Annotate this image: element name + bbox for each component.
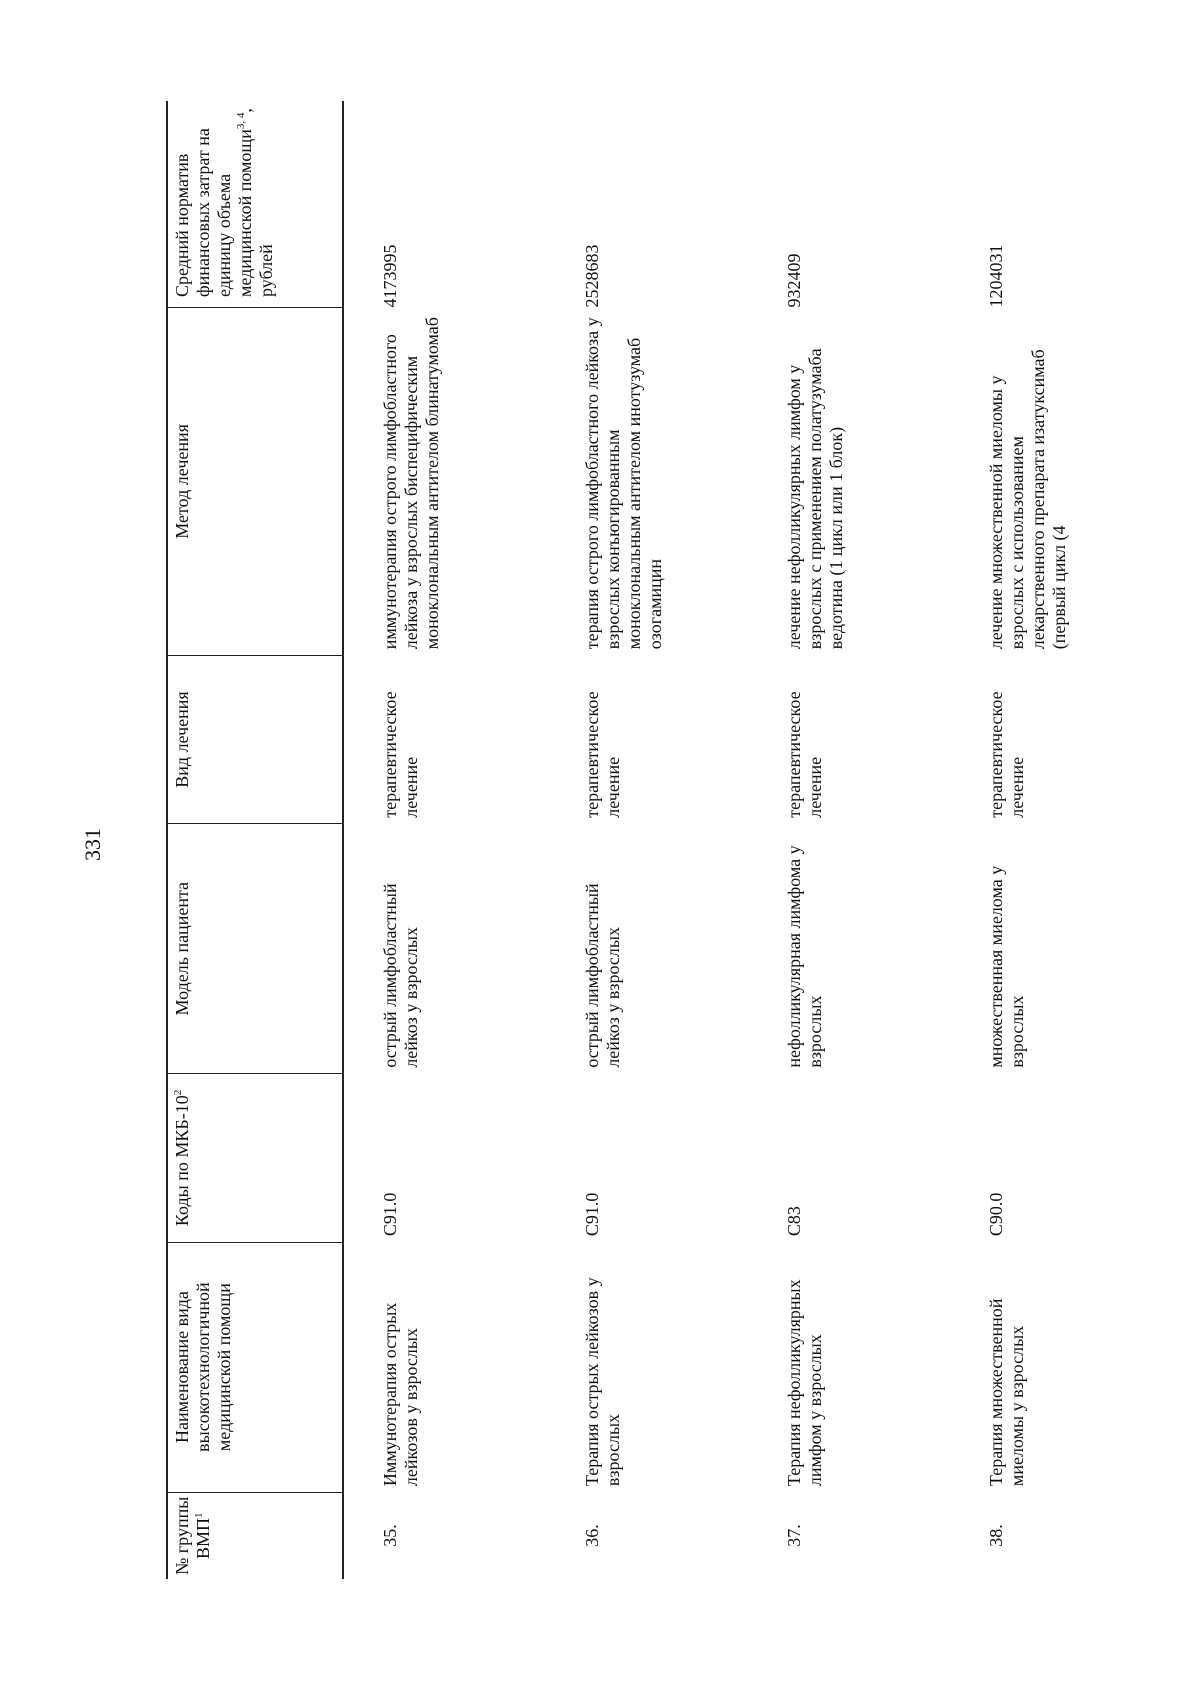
row-method: иммунотерапия острого лимфобластного лейкоза у взрослых биспецифическим моноклональным антителом блинатумомаб <box>380 317 442 650</box>
table-row <box>952 101 1154 1579</box>
header-price-footnote: 3, 4 <box>235 112 247 130</box>
table-row <box>548 101 750 1579</box>
row-treatment-type: терапевтическое лечение <box>986 691 1027 818</box>
header-mkb-footnote: 2 <box>172 1089 184 1096</box>
header-group-no-text: № группы ВМП <box>172 1496 213 1575</box>
row-mkb: C91.0 <box>380 1192 400 1237</box>
row-treatment-type: терапевтическое лечение <box>582 691 623 818</box>
row-number: 38. <box>986 1524 1006 1547</box>
header-price-text: Средний норматив финансовых затрат на единицу объема медицинской помощи <box>172 128 255 298</box>
row-model: нефолликулярная лимфома у взрослых <box>784 845 825 1068</box>
header-method: Метод лечения <box>167 308 343 656</box>
row-mkb: C91.0 <box>582 1192 602 1237</box>
row-method: лечение множественной миеломы у взрослых с использованием лекарственного препарата изатуксимаб (первый цикл (4 <box>986 349 1069 650</box>
header-price-unit: , рублей <box>235 108 276 298</box>
row-treatment-type: терапевтическое лечение <box>380 691 421 818</box>
row-method: терапия острого лимфобластного лейкоза у взрослых конъюгированным моноклональным антителом инотузумаб озогамицин <box>582 317 665 650</box>
header-group-no-footnote: 1 <box>193 1512 205 1519</box>
header-price <box>167 101 343 308</box>
vmp-table <box>166 101 1154 1579</box>
row-price: 1204031 <box>986 244 1006 308</box>
header-model: Модель пациента <box>167 824 343 1074</box>
row-method: лечение нефолликулярных лимфом у взрослых с применением полатузумаба ведотина (1 цикл или 1 блок) <box>784 348 846 650</box>
page-number: 331 <box>80 828 105 861</box>
row-name: Терапия множественной миеломы у взрослых <box>986 1298 1027 1487</box>
row-number: 36. <box>582 1524 602 1547</box>
row-number: 35. <box>380 1524 400 1547</box>
row-mkb: C83 <box>784 1206 804 1237</box>
header-name: Наименование вида высокотехнологичной медицинской помощи <box>167 1242 343 1492</box>
row-name: Терапия острых лейкозов у взрослых <box>582 1277 623 1487</box>
row-model: острый лимфобластный лейкоз у взрослых <box>380 883 421 1068</box>
row-mkb: C90.0 <box>986 1192 1006 1237</box>
row-model: острый лимфобластный лейкоз у взрослых <box>582 883 623 1068</box>
table-row <box>750 101 952 1579</box>
row-treatment-type: терапевтическое лечение <box>784 691 825 818</box>
row-number: 37. <box>784 1524 804 1547</box>
row-name: Терапия нефолликулярных лимфом у взрослых <box>784 1279 825 1487</box>
table-row <box>343 101 548 1579</box>
row-name: Иммунотерапия острых лейкозов у взрослых <box>380 1302 421 1487</box>
header-treatment-type: Вид лечения <box>167 655 343 823</box>
header-mkb-text: Коды по МКБ-10 <box>172 1095 192 1227</box>
row-price: 932409 <box>784 253 804 308</box>
header-mkb <box>167 1074 343 1242</box>
row-model: множественная миелома у взрослых <box>986 865 1027 1068</box>
table-header-row <box>167 101 343 1579</box>
row-price: 2528683 <box>582 244 602 308</box>
header-group-no <box>167 1492 343 1579</box>
row-price: 4173995 <box>380 244 400 308</box>
